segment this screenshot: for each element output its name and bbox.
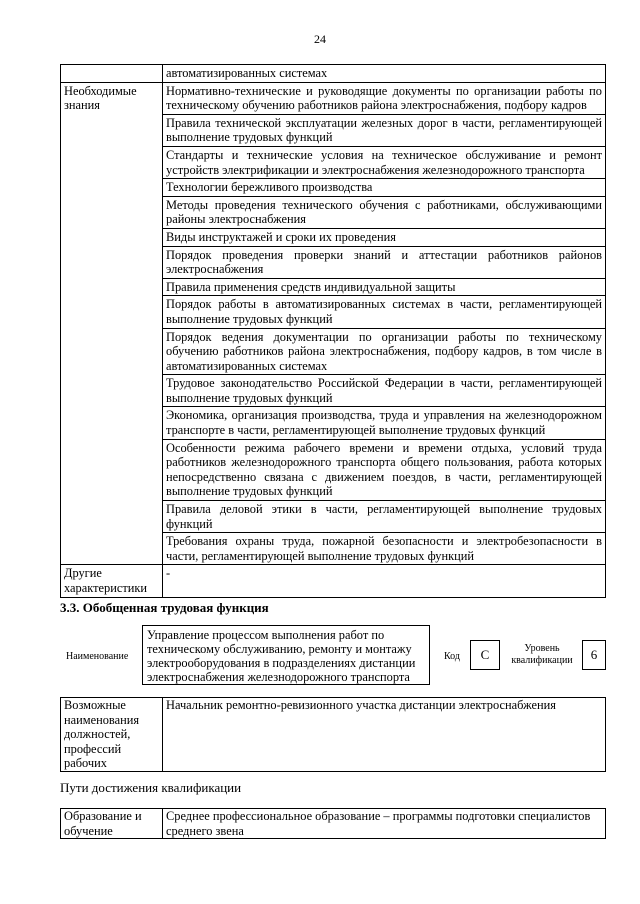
knowledge-item: Нормативно-технические и руководящие документы по организации работы по техническому обучению работников района электроснабжения, подбору кадров	[163, 82, 606, 114]
code-value: C	[470, 640, 500, 670]
knowledge-item: Порядок ведения документации по организации работы по техническому обучению работников района электроснабжения, подбору кадров, в том числе в автоматизированных системах	[163, 328, 606, 375]
generalized-function-row	[60, 625, 606, 685]
education-table	[60, 808, 606, 839]
level-value: 6	[582, 640, 606, 670]
level-label: Уровень квалификации	[511, 643, 573, 666]
knowledge-item: Правила деловой этики в части, регламентирующей выполнение трудовых функций	[163, 501, 606, 533]
job-titles-value: Начальник ремонтно-ревизионного участка дистанции электроснабжения	[163, 698, 606, 772]
knowledge-item: Технологии бережливого производства	[163, 179, 606, 197]
table-row	[61, 809, 606, 839]
knowledge-label: Необходимые знания	[61, 82, 163, 565]
knowledge-item: Стандарты и технические условия на техническое обслуживание и ремонт устройств электрификации и электроснабжения железнодорожного транспорта	[163, 146, 606, 178]
table-row	[61, 65, 606, 83]
empty-label-cell	[61, 65, 163, 83]
table-row	[61, 698, 606, 772]
continued-text-cell: автоматизированных системах	[163, 65, 606, 83]
qualification-paths-title: Пути достижения квалификации	[60, 780, 242, 795]
knowledge-item: Правила технической эксплуатации железных дорог в части, регламентирующей выполнение трудовых функций	[163, 114, 606, 146]
knowledge-item: Методы проведения технического обучения с работниками, обслуживающими районы электроснабжения	[163, 196, 606, 228]
knowledge-item: Порядок работы в автоматизированных системах в части, регламентирующей выполнение трудовых функций	[163, 296, 606, 328]
knowledge-item: Правила применения средств индивидуальной защиты	[163, 278, 606, 296]
education-label: Образование и обучение	[61, 809, 163, 839]
other-characteristics-label: Другие характеристики	[61, 565, 163, 597]
table-row	[61, 565, 606, 597]
job-titles-table	[60, 697, 606, 772]
function-name-value: Управление процессом выполнения работ по техническому обслуживанию, ремонту и монтажу электрооборудования в подразделениях дистанции электроснабжения железнодорожного транспорта	[142, 625, 430, 685]
knowledge-item: Требования охраны труда, пожарной безопасности и электробезопасности в части, регламентирующей выполнение трудовых функций	[163, 533, 606, 565]
knowledge-item: Особенности режима рабочего времени и времени отдыха, условий труда работников железнодорожного транспорта общего пользования, работа которых непосредственно связана с движением поездов, в части, регламентирующей выполнение трудовых функций	[163, 439, 606, 500]
knowledge-item: Экономика, организация производства, труда и управления на железнодорожном транспорте в части, регламентирующей выполнение трудовых функций	[163, 407, 606, 439]
job-titles-label: Возможные наименования должностей, профессий рабочих	[61, 698, 163, 772]
knowledge-item: Трудовое законодательство Российской Федерации в части, регламентирующей выполнение трудовых функций	[163, 375, 606, 407]
name-label: Наименование	[66, 651, 129, 662]
knowledge-item: Виды инструктажей и сроки их проведения	[163, 228, 606, 246]
code-label: Код	[444, 651, 460, 662]
page-number: 24	[314, 32, 326, 46]
table-row	[61, 82, 606, 114]
knowledge-table	[60, 64, 606, 598]
education-value: Среднее профессиональное образование – программы подготовки специалистов среднего звена	[163, 809, 606, 839]
other-characteristics-value: -	[163, 565, 606, 597]
section-heading: 3.3. Обобщенная трудовая функция	[60, 600, 269, 615]
knowledge-item: Порядок проведения проверки знаний и аттестации работников районов электроснабжения	[163, 246, 606, 278]
